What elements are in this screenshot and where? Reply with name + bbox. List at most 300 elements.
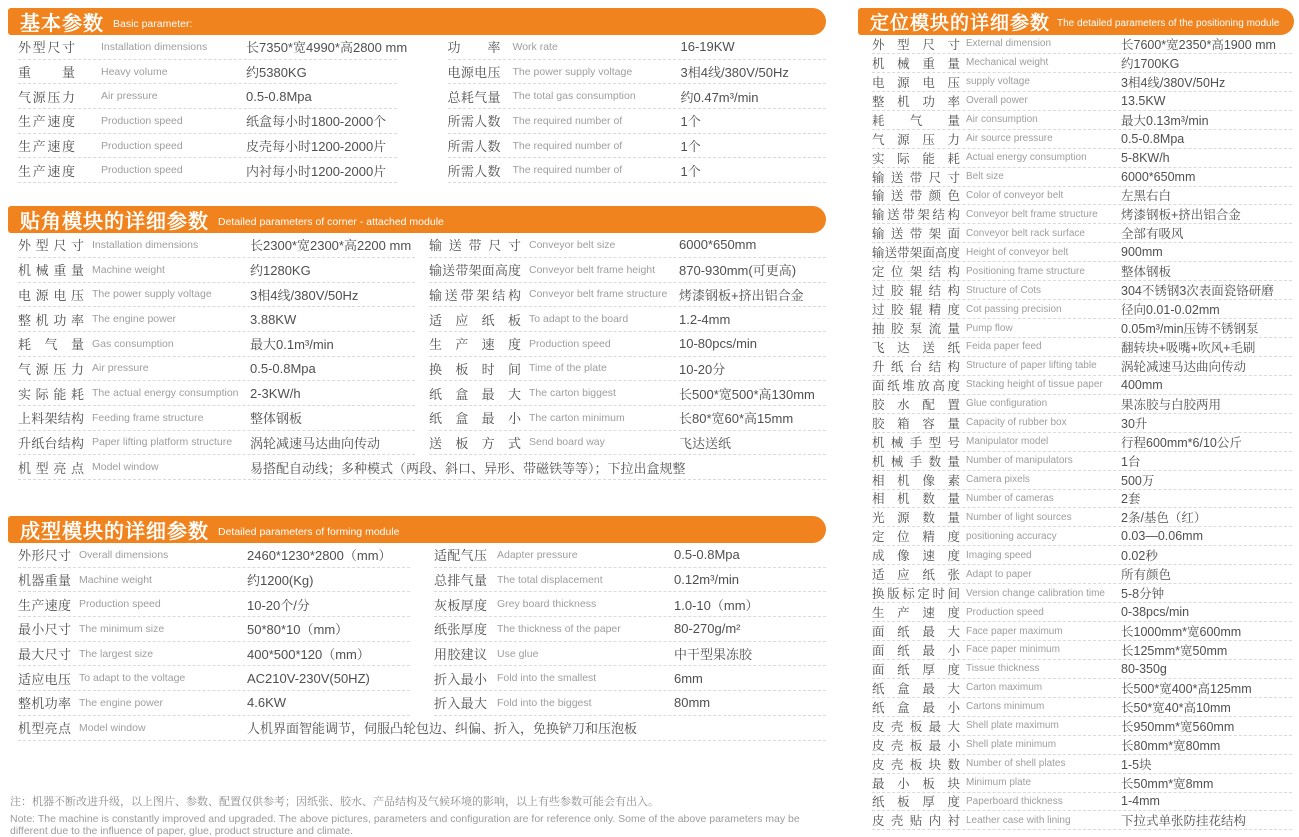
param-label-cn: 换版标定时间 <box>872 587 960 602</box>
param-value: 最大0.13m³/min <box>1121 113 1209 128</box>
table-row <box>18 357 415 382</box>
param-label-cn: 相机数量 <box>872 492 960 507</box>
param-label-cn: 所需人数 <box>447 139 501 155</box>
param-label-cn: 折入最小 <box>434 671 487 687</box>
param-label-cn: 适应电压 <box>18 671 71 687</box>
table-row <box>18 543 410 568</box>
param-label-cn: 面纸厚度 <box>872 662 960 677</box>
param-value: 870-930mm(可更高) <box>679 263 797 279</box>
param-label-cn: 整机功率 <box>872 94 960 109</box>
param-value: 烤漆钢板+挤出铝合金 <box>1121 208 1241 223</box>
table-row <box>429 307 826 332</box>
table-row <box>448 109 827 134</box>
param-label-en: Stacking height of tissue paper <box>966 379 1103 391</box>
param-label-en: To adapt to the voltage <box>79 672 186 685</box>
param-value: 6mm <box>674 670 703 686</box>
param-label-en: Time of the plate <box>529 362 607 375</box>
table-row <box>18 691 410 716</box>
param-value: 400*500*120（mm） <box>247 647 370 663</box>
param-value: 行程600mm*6/10公斤 <box>1121 435 1242 450</box>
param-label-cn: 定位架结构 <box>872 265 960 280</box>
param-label-cn: 重量 <box>18 65 75 81</box>
table-row <box>18 134 397 159</box>
param-label-en: Minimum plate <box>966 777 1032 789</box>
param-label-en: The total displacement <box>497 573 603 586</box>
param-value: 0-38pcs/min <box>1121 605 1190 620</box>
param-value: 全部有吸风 <box>1121 227 1184 242</box>
param-label-cn: 胶箱容量 <box>872 416 960 431</box>
param-label-cn: 皮壳贴内衬 <box>872 814 960 829</box>
param-value: 所有颜色 <box>1121 568 1172 583</box>
param-value: 人机界面智能调节，伺服凸轮包边、纠偏、折入，免换铲刀和压泡板 <box>247 721 638 737</box>
param-label-cn: 输送带尺寸 <box>872 170 960 185</box>
table-row <box>429 406 826 431</box>
section-title-cn: 定位模块的详细参数 <box>870 13 1051 34</box>
table-row <box>872 281 1292 300</box>
section-title-en: Basic parameter: <box>113 17 193 30</box>
section-title-en: Detailed parameters of corner - attached module <box>218 215 444 228</box>
param-label-en: Conveyor belt frame height <box>529 263 656 276</box>
table-row <box>429 258 826 283</box>
table-row <box>434 617 826 642</box>
param-label-cn: 所需人数 <box>447 114 501 130</box>
table-row <box>18 455 826 480</box>
param-label-en: Structure of paper lifting table <box>966 360 1097 372</box>
param-label-cn: 生产速度 <box>18 114 75 130</box>
param-label-en: Machine weight <box>92 263 165 276</box>
positioning-rows <box>858 35 1294 830</box>
param-value: 80mm <box>674 695 711 711</box>
param-label-cn: 外型尺寸 <box>872 37 960 52</box>
param-value: 6000*650mm <box>679 237 757 253</box>
param-label-cn: 电源电压 <box>18 287 84 303</box>
param-label-cn: 升纸台结构 <box>18 435 84 451</box>
param-label-en: Paperboard thickness <box>966 795 1063 807</box>
param-label-cn: 机型亮点 <box>18 721 71 737</box>
table-row <box>872 584 1292 603</box>
table-row <box>429 357 826 382</box>
table-row <box>18 35 408 60</box>
param-label-en: Grey board thickness <box>497 598 597 611</box>
param-label-en: Fold into the smallest <box>497 672 597 685</box>
param-label-en: Conveyor belt frame structure <box>529 288 668 301</box>
param-label-cn: 胶水配置 <box>872 397 960 412</box>
table-row <box>18 84 397 109</box>
param-label-cn: 过胶辊精度 <box>872 303 960 318</box>
param-label-en: The power supply voltage <box>512 65 633 78</box>
table-row <box>872 130 1292 149</box>
param-value: 长1000mm*宽600mm <box>1121 625 1242 640</box>
param-label-en: Camera pixels <box>966 474 1030 486</box>
param-label-cn: 抽胶泵流量 <box>872 322 960 337</box>
basic-table <box>8 35 826 183</box>
footnote-en: Note: The machine is constantly improved and upgraded. The above pictures, parameters and configuration are for reference only. Some of the above parameters may be different due to the influence of paper, glue, product structure and climate. <box>10 812 800 837</box>
param-label-en: Imaging speed <box>966 549 1032 561</box>
param-label-en: Shell plate minimum <box>966 739 1057 751</box>
table-row <box>872 149 1292 168</box>
param-value: 0.5-0.8Mpa <box>250 360 316 376</box>
param-label-en: Production speed <box>966 606 1044 618</box>
param-value: 1.0-10（mm） <box>674 597 759 613</box>
param-label-cn: 用胶建议 <box>434 647 487 663</box>
section-positioning-module <box>858 8 1294 830</box>
table-row <box>872 414 1292 433</box>
table-row <box>448 35 827 60</box>
param-label-en: Model window <box>92 461 159 474</box>
param-value: 最大0.1m³/min <box>250 337 334 353</box>
param-value: 长500*宽400*高125mm <box>1121 681 1252 696</box>
param-value: 0.5-0.8Mpa <box>674 547 740 563</box>
param-value: 2套 <box>1121 492 1141 507</box>
table-row <box>872 603 1292 622</box>
param-value: 16-19KW <box>680 39 735 55</box>
param-label-cn: 输送带颜色 <box>872 189 960 204</box>
param-label-en: The required number of <box>512 114 623 127</box>
param-value: 约5380KG <box>246 65 307 81</box>
param-label-cn: 输送带尺寸 <box>429 238 521 254</box>
param-label-cn: 气源压力 <box>18 89 75 105</box>
param-label-en: Overall dimensions <box>79 548 169 561</box>
table-row <box>872 92 1292 111</box>
param-label-cn: 输送带架结构 <box>872 208 960 223</box>
param-label-cn: 纸盒最大 <box>429 386 521 402</box>
param-label-cn: 送板方式 <box>429 435 521 451</box>
param-label-en: The thickness of the paper <box>497 622 621 635</box>
param-value: 约1200(Kg) <box>247 573 314 589</box>
param-label-en: Installation dimensions <box>92 238 199 251</box>
param-value: 整体钢板 <box>1121 265 1172 280</box>
param-label-cn: 纸盒最大 <box>872 681 960 696</box>
param-label-cn: 适配气压 <box>434 548 487 564</box>
corner-span-rows <box>8 455 826 480</box>
table-row <box>872 395 1292 414</box>
table-row <box>872 357 1292 376</box>
param-value: 3相4线/380V/50Hz <box>1121 75 1226 90</box>
param-value: 长500*宽500*高130mm <box>679 386 815 402</box>
table-row <box>18 158 397 183</box>
param-label-en: To adapt to the board <box>529 313 629 326</box>
param-label-cn: 外形尺寸 <box>18 548 71 564</box>
param-value: 400mm <box>1121 377 1163 392</box>
table-row <box>872 262 1292 281</box>
param-value: 0.12m³/min <box>674 572 740 588</box>
param-label-en: Work rate <box>512 40 558 53</box>
param-label-en: Air pressure <box>92 362 149 375</box>
param-label-cn: 最小板块 <box>872 776 960 791</box>
param-label-cn: 面纸最大 <box>872 625 960 640</box>
table-row <box>872 793 1292 812</box>
table-row <box>872 452 1292 471</box>
param-label-en: Feida paper feed <box>966 341 1042 353</box>
param-value: 1-4mm <box>1121 794 1160 809</box>
table-row <box>434 642 826 667</box>
param-value: 0.5-0.8Mpa <box>1121 131 1185 146</box>
param-label-en: Face paper minimum <box>966 644 1060 656</box>
param-label-en: Conveyor belt size <box>529 238 616 251</box>
table-row <box>872 660 1292 679</box>
param-label-en: Glue configuration <box>966 398 1048 410</box>
param-label-cn: 灰板厚度 <box>434 597 487 613</box>
param-label-cn: 成像速度 <box>872 549 960 564</box>
param-value: 涡轮减速马达曲向传动 <box>250 435 381 451</box>
param-value: 5-8分钟 <box>1121 587 1165 602</box>
param-value: 304不锈钢3次表面瓷铬研磨 <box>1121 284 1274 299</box>
param-label-cn: 上料架结构 <box>18 411 84 427</box>
param-label-en: Leather case with lining <box>966 814 1071 826</box>
param-label-cn: 功率 <box>447 40 501 56</box>
param-label-cn: 皮壳板最小 <box>872 738 960 753</box>
param-value: 2460*1230*2800（mm） <box>247 548 392 564</box>
table-row <box>872 433 1292 452</box>
param-label-cn: 实际能耗 <box>872 151 960 166</box>
table-row <box>448 158 827 183</box>
table-row <box>434 691 826 716</box>
param-label-en: Gas consumption <box>92 337 174 350</box>
table-row <box>448 60 827 85</box>
param-value: 0.03—0.06mm <box>1121 529 1203 544</box>
param-label-cn: 耗气量 <box>872 113 960 128</box>
param-label-en: Carton maximum <box>966 682 1043 694</box>
table-row <box>18 431 415 456</box>
table-row <box>18 406 415 431</box>
param-label-en: Production speed <box>101 114 183 127</box>
param-label-cn: 生产速度 <box>429 337 521 353</box>
param-label-cn: 光源数量 <box>872 511 960 526</box>
param-label-en: Production speed <box>79 598 161 611</box>
section-title-cn: 贴角模块的详细参数 <box>20 211 209 234</box>
table-row <box>18 233 415 258</box>
param-value: 1.2-4mm <box>679 311 731 327</box>
param-value: AC210V-230V(50HZ) <box>247 670 370 686</box>
forming-left-rows <box>8 543 424 716</box>
table-row <box>18 642 410 667</box>
param-label-en: Production speed <box>101 164 183 177</box>
param-label-cn: 总耗气量 <box>447 89 501 105</box>
table-row <box>429 332 826 357</box>
param-label-en: Adapt to paper <box>966 568 1032 580</box>
left-column <box>8 8 826 837</box>
param-label-cn: 生产速度 <box>18 139 75 155</box>
forming-table <box>8 543 826 716</box>
param-label-cn: 机型亮点 <box>18 460 84 476</box>
table-row <box>872 527 1292 546</box>
table-row <box>872 73 1292 92</box>
param-value: 4.6KW <box>247 695 287 711</box>
param-label-cn: 整机功率 <box>18 696 71 712</box>
table-row <box>18 332 415 357</box>
param-value: 长7350*宽4990*高2800 mm <box>246 40 408 56</box>
table-row <box>872 35 1292 54</box>
param-label-en: The required number of <box>512 139 623 152</box>
param-label-cn: 机械手型号 <box>872 435 960 450</box>
param-label-cn: 最小尺寸 <box>18 622 71 638</box>
footnote-cn: 注：机器不断改进升级，以上图片、参数、配置仅供参考；因纸张、胶水、产品结构及气候环境的影响，以上有些参数可能会有出入。 <box>10 795 659 808</box>
param-label-en: positioning accuracy <box>966 530 1057 542</box>
table-row <box>872 376 1292 395</box>
table-row <box>872 641 1292 660</box>
param-value: 80-350g <box>1121 661 1167 676</box>
table-row <box>872 243 1292 262</box>
param-label-cn: 生产速度 <box>18 597 71 613</box>
corner-table <box>8 233 826 455</box>
param-label-en: Heavy volume <box>101 65 168 78</box>
param-label-en: The total gas consumption <box>512 90 636 103</box>
param-value: 皮壳每小时1200-2000片 <box>246 139 387 155</box>
param-value: 13.5KW <box>1121 93 1166 108</box>
table-row <box>872 717 1292 736</box>
param-label-en: Height of conveyor belt <box>966 246 1069 258</box>
table-row <box>18 666 410 691</box>
param-label-en: Positioning frame structure <box>966 265 1085 277</box>
param-value: 纸盒每小时1800-2000个 <box>246 114 387 130</box>
table-row <box>872 565 1292 584</box>
param-value: 30升 <box>1121 416 1148 431</box>
param-value: 烤漆钢板+挤出铝合金 <box>679 287 804 303</box>
table-row <box>872 490 1292 509</box>
section-positioning-header <box>858 8 1294 35</box>
param-value: 下拉式单张防挂花结构 <box>1121 814 1247 829</box>
table-row <box>434 666 826 691</box>
param-label-en: Manipulator model <box>966 436 1049 448</box>
param-label-cn: 面纸最小 <box>872 643 960 658</box>
table-row <box>872 508 1292 527</box>
table-row <box>434 543 826 568</box>
table-row <box>434 592 826 617</box>
param-label-en: Air source pressure <box>966 133 1053 145</box>
param-label-cn: 机械重量 <box>872 56 960 71</box>
param-value: 易搭配自动线；多种模式（两段、斜口、异形、带磁铁等等）；下拉出盒规整 <box>250 460 686 476</box>
param-value: 长80mm*宽80mm <box>1121 738 1221 753</box>
table-row <box>18 617 410 642</box>
param-label-cn: 总排气量 <box>434 573 487 589</box>
table-row <box>872 224 1292 243</box>
corner-right-rows <box>429 233 826 455</box>
param-label-en: Overall power <box>966 95 1028 107</box>
param-label-en: The minimum size <box>79 622 165 635</box>
section-title-en: Detailed parameters of forming module <box>218 525 400 538</box>
param-label-en: The engine power <box>79 696 164 709</box>
param-label-cn: 输送带架面 <box>872 227 960 242</box>
param-value: 0.5-0.8Mpa <box>246 88 312 104</box>
table-row <box>872 698 1292 717</box>
param-value: 果冻胶与白胶两用 <box>1121 397 1222 412</box>
param-value: 内衬每小时1200-2000片 <box>246 163 387 179</box>
param-label-en: The carton biggest <box>529 387 616 400</box>
table-row <box>18 568 410 593</box>
param-label-en: Color of conveyor belt <box>966 189 1064 201</box>
param-label-en: Shell plate maximum <box>966 720 1059 732</box>
param-label-cn: 生产速度 <box>18 163 75 179</box>
param-value: 涡轮减速马达曲向传动 <box>1121 359 1247 374</box>
param-label-en: Capacity of rubber box <box>966 417 1067 429</box>
table-row <box>872 774 1292 793</box>
param-label-en: Use glue <box>497 647 539 660</box>
table-row <box>872 319 1292 338</box>
param-label-en: Conveyor belt rack surface <box>966 227 1085 239</box>
param-label-en: Production speed <box>529 337 611 350</box>
param-label-cn: 相机像素 <box>872 473 960 488</box>
param-label-en: Structure of Cots <box>966 284 1042 296</box>
param-value: 约0.47m³/min <box>680 89 759 105</box>
table-row <box>18 592 410 617</box>
param-value: 3.88KW <box>250 311 297 327</box>
param-value: 1-5块 <box>1121 757 1152 772</box>
table-row <box>872 679 1292 698</box>
param-value: 10-20个/分 <box>247 597 310 613</box>
param-label-cn: 飞达送纸 <box>872 340 960 355</box>
param-value: 1台 <box>1121 454 1141 469</box>
table-row <box>872 205 1292 224</box>
param-label-en: Cot passing precision <box>966 303 1062 315</box>
param-label-en: Number of shell plates <box>966 758 1066 770</box>
table-row <box>18 307 415 332</box>
param-value: 约1280KG <box>250 263 311 279</box>
param-value: 80-270g/m² <box>674 621 741 637</box>
basic-left-rows <box>8 35 411 183</box>
param-label-en: Production speed <box>101 139 183 152</box>
param-value: 中干型果冻胶 <box>674 647 753 663</box>
forming-right-rows <box>424 543 826 716</box>
param-label-cn: 外型尺寸 <box>18 40 75 56</box>
param-label-cn: 适应纸张 <box>872 568 960 583</box>
param-value: 0.05m³/min压铸不锈钢泵 <box>1121 322 1259 337</box>
section-corner-module <box>8 206 826 480</box>
param-value: 1个 <box>680 139 701 155</box>
param-value: 长50mm*宽8mm <box>1121 776 1214 791</box>
param-label-en: Air consumption <box>966 114 1038 126</box>
param-value: 3相4线/380V/50Hz <box>680 65 789 81</box>
section-basic-parameters <box>8 8 826 183</box>
param-value: 翻转块+吸嘴+吹风+毛刷 <box>1121 340 1256 355</box>
param-label-en: Number of cameras <box>966 492 1054 504</box>
param-value: 长950mm*宽560mm <box>1121 719 1235 734</box>
param-label-cn: 气源压力 <box>872 132 960 147</box>
param-value: 径向0.01-0.02mm <box>1121 303 1220 318</box>
table-row <box>872 54 1292 73</box>
param-value: 长7600*宽2350*高1900 mm <box>1121 37 1276 52</box>
param-label-cn: 纸张厚度 <box>434 622 487 638</box>
param-label-cn: 机器重量 <box>18 573 71 589</box>
footnote <box>8 793 826 837</box>
param-label-cn: 折入最大 <box>434 696 487 712</box>
param-label-en: Conveyor belt frame structure <box>966 208 1098 220</box>
table-row <box>18 109 397 134</box>
param-label-en: The power supply voltage <box>92 288 212 301</box>
param-label-cn: 最大尺寸 <box>18 647 71 663</box>
param-label-en: Air pressure <box>101 90 158 103</box>
param-label-en: Pump flow <box>966 322 1013 334</box>
param-label-en: Adapter pressure <box>497 548 578 561</box>
param-label-en: Installation dimensions <box>101 40 208 53</box>
param-value: 5-8KW/h <box>1121 150 1170 165</box>
param-label-cn: 皮壳板块数 <box>872 757 960 772</box>
table-row <box>872 736 1292 755</box>
param-label-cn: 机械手数量 <box>872 454 960 469</box>
table-row <box>18 381 415 406</box>
section-title-cn: 成型模块的详细参数 <box>20 521 209 543</box>
param-value: 10-80pcs/min <box>679 336 758 352</box>
param-label-cn: 机械重量 <box>18 263 84 279</box>
param-label-en: Mechanical weight <box>966 57 1049 69</box>
param-label-en: The required number of <box>512 164 623 177</box>
param-value: 1个 <box>680 163 701 179</box>
param-label-cn: 电源电压 <box>447 65 501 81</box>
param-label-cn: 纸盒最小 <box>872 700 960 715</box>
param-label-cn: 纸板厚度 <box>872 795 960 810</box>
param-label-cn: 所需人数 <box>447 163 501 179</box>
param-value: 1个 <box>680 114 701 130</box>
param-label-cn: 纸盒最小 <box>429 411 521 427</box>
